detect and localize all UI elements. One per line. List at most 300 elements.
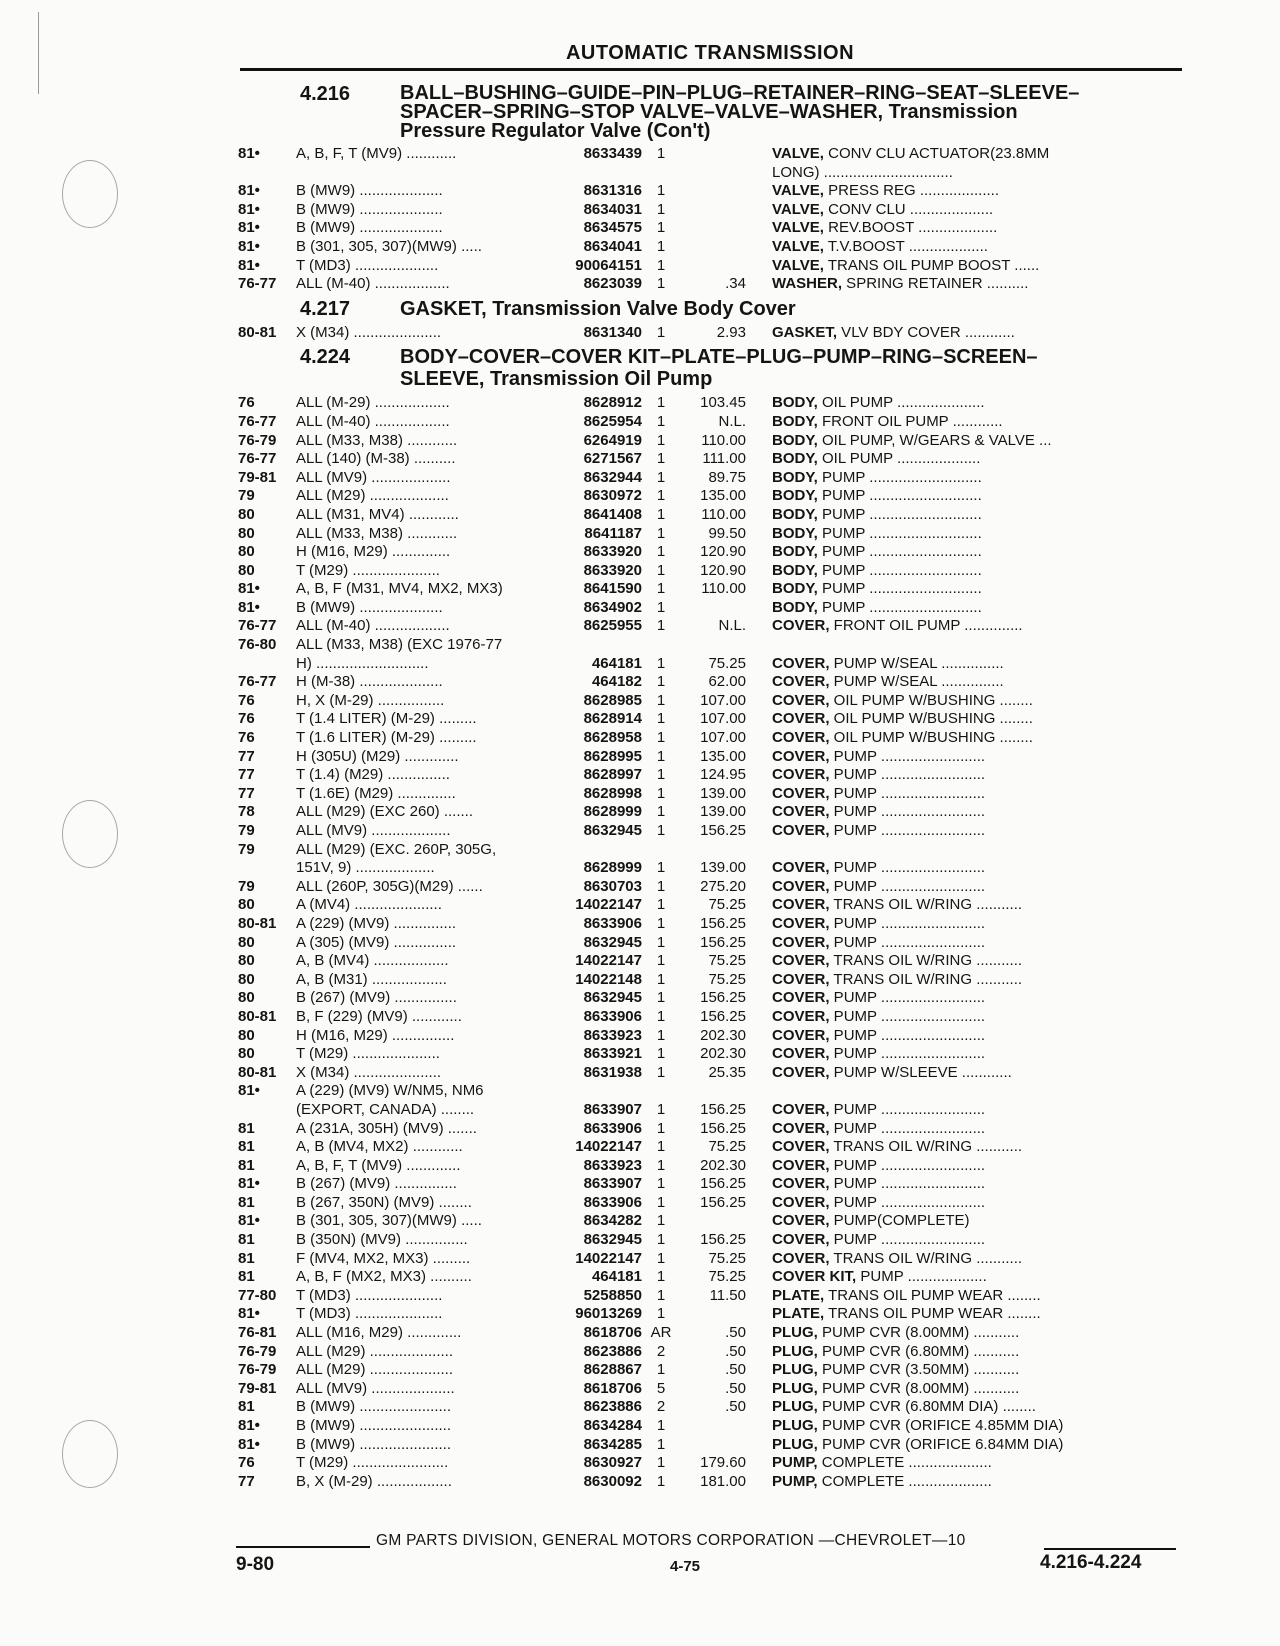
part-number: 8641408 [583,505,642,523]
application: A, B (MV4) .................. [296,952,449,970]
quantity: 1 [656,1063,666,1081]
quantity: 1 [656,412,666,430]
price: N.L. [718,617,746,635]
part-row [238,710,1184,729]
model-year: 80 [238,524,255,542]
description-detail: COMPLETE .................... [817,1472,992,1490]
model-year: 81• [238,1212,260,1230]
part-row [238,1324,1184,1343]
application: B (MW9) .................... [296,182,443,200]
description-detail: PUMP ........................... [817,487,982,505]
part-row [238,1194,1184,1213]
application: ALL (M31, MV4) ............ [296,505,459,523]
section-header [238,298,1184,320]
application: B (301, 305, 307)(MW9) ..... [296,1212,482,1230]
quantity: 1 [656,1175,666,1193]
description-detail: PUMP ......................... [829,803,986,821]
application: T (MD3) ..................... [296,1305,443,1323]
part-number: 8628999 [583,859,642,877]
description-detail: TRANS OIL W/RING ........... [829,952,1023,970]
quantity: 1 [656,896,666,914]
description-noun: COVER, [772,673,830,691]
part-number: 8632945 [583,933,642,951]
description-detail: PUMP ......................... [829,1100,986,1118]
part-number: 14022148 [575,970,642,988]
parts-catalog [238,84,1184,1491]
quantity: 1 [656,450,666,468]
description [746,1101,1206,1120]
part-row [238,1120,1184,1139]
part-row [238,896,1184,915]
part-number: 8631938 [583,1063,642,1081]
description-noun: PLUG, [772,1435,818,1453]
application: T (MD3) ..................... [296,1286,443,1304]
part-number: 464182 [591,673,642,691]
price [680,145,746,164]
section-title-line: Pressure Regulator Valve (Con't) [400,120,711,142]
description [746,1250,1206,1269]
parts-list [238,324,1184,343]
description [746,1231,1206,1250]
model-year: 81 [238,1398,255,1416]
description-detail: REV.BOOST ................... [823,219,998,237]
part-number: 8623039 [583,275,642,293]
part-number: 8630972 [583,487,642,505]
description-noun: BODY, [772,468,818,486]
description [746,413,1206,432]
description [746,766,1206,785]
margin-line [38,12,39,94]
price: 107.00 [700,710,746,728]
quantity: 1 [656,1305,666,1323]
description [746,1324,1206,1343]
price [680,164,746,183]
description-detail: TRANS OIL PUMP BOOST ...... [823,256,1040,274]
description [746,1194,1206,1213]
part-row [238,636,1184,655]
section-header [238,84,1184,141]
model-year: 81• [238,1417,260,1434]
part-row [238,915,1184,934]
section-title-line: BODY–COVER–COVER KIT–PLATE–PLUG–PUMP–RING–SCREEN– [400,346,1038,369]
part-number [554,636,642,655]
description [746,859,1206,878]
price: .34 [725,275,746,293]
price: 156.25 [700,1119,746,1137]
application: H, X (M-29) ................ [296,691,445,709]
application: A (305) (MV9) ............... [296,933,457,951]
model-year: 81 [238,1231,255,1249]
description-noun: COVER, [772,1100,830,1118]
model-year: 77 [238,766,255,784]
model-year [238,655,296,674]
part-number: 8633439 [583,145,642,162]
description-noun: COVER, [772,822,830,839]
price [680,1212,746,1231]
model-year: 80 [238,896,255,914]
binder-hole [62,800,118,868]
description-noun: PLATE, [772,1286,825,1304]
description-detail: FRONT OIL PUMP ............ [817,412,1003,430]
part-row [238,1175,1184,1194]
application: T (1.6 LITER) (M-29) ......... [296,729,477,747]
price: 156.25 [700,1231,746,1249]
parts-list [238,394,1184,1491]
model-year: 81• [238,1175,260,1193]
application: A (231A, 305H) (MV9) ....... [296,1119,477,1137]
description-noun: COVER, [772,1175,830,1193]
quantity: 1 [656,673,666,691]
quantity: 1 [656,803,666,821]
part-row [238,580,1184,599]
quantity: 1 [656,1007,666,1025]
part-number: 8630092 [583,1472,642,1490]
quantity: 1 [656,182,666,200]
quantity: 1 [656,933,666,951]
application: ALL (M29) .................... [296,1361,453,1379]
part-number: 8634284 [583,1417,642,1434]
application: T (M29) ....................... [296,1454,449,1472]
application: ALL (M29) (EXC 260) ....... [296,803,474,821]
description [746,971,1206,990]
price [680,1305,746,1324]
price: .50 [725,1398,746,1416]
description [746,915,1206,934]
description-noun: COVER, [772,1193,830,1211]
quantity: 1 [656,598,666,616]
model-year: 80-81 [238,914,277,932]
model-year: 76-79 [238,1361,277,1379]
part-row [238,506,1184,525]
quantity: 1 [656,784,666,802]
quantity: 1 [656,1100,666,1118]
description [746,1436,1206,1455]
description-detail: T.V.BOOST ................... [823,237,988,255]
price: 156.25 [700,1193,746,1211]
description-detail: TRANS OIL PUMP WEAR ........ [824,1305,1041,1323]
application: B (267, 350N) (MV9) ........ [296,1193,472,1211]
part-row [238,729,1184,748]
part-row [238,841,1184,860]
part-row [238,219,1184,238]
model-year: 80 [238,505,255,523]
description [746,1454,1206,1473]
description-noun: COVER, [772,729,830,747]
part-row [238,692,1184,711]
part-row [238,324,1184,343]
part-number: 8633920 [583,561,642,579]
model-year: 76 [238,394,255,412]
part-number: 8634031 [583,200,642,218]
application: H (M-38) .................... [296,673,443,691]
part-row [238,201,1184,220]
model-year: 81• [238,1305,260,1323]
price: 62.00 [708,673,746,691]
model-year: 76 [238,1454,255,1472]
description-noun: COVER, [772,747,830,765]
application: B (350N) (MV9) ............... [296,1231,468,1249]
description [746,1120,1206,1139]
description-detail: LONG) ............................... [772,163,953,181]
price: 103.45 [700,394,746,412]
description-detail: PUMP ........................... [817,524,982,542]
quantity: 1 [656,256,666,274]
description-detail: PUMP CVR (6.80MM) ........... [817,1342,1020,1360]
application [296,164,554,183]
price: .50 [725,1379,746,1397]
part-number: 8628958 [583,729,642,747]
description [746,562,1206,581]
part-number: 8633923 [583,1156,642,1174]
part-number: 8632944 [583,468,642,486]
part-row [238,1082,1184,1101]
quantity: 1 [656,275,666,293]
part-number: 8632945 [583,1231,642,1249]
description-detail: PUMP ......................... [829,747,986,765]
part-number: 6264919 [583,431,642,449]
description [746,257,1206,276]
quantity: 1 [656,1045,666,1063]
application: X (M34) ..................... [296,1063,442,1081]
application: ALL (M29) (EXC. 260P, 305G, [296,840,497,858]
application: B (MW9) .................... [296,219,443,237]
part-number: 8628914 [583,710,642,728]
model-year: 76-81 [238,1324,277,1342]
description-noun: COVER, [772,784,830,802]
description-noun: BODY, [772,598,818,616]
part-row [238,469,1184,488]
part-row [238,878,1184,897]
price: 156.25 [700,1175,746,1193]
quantity: 1 [656,747,666,765]
description-noun: GASKET, [772,323,838,341]
price: 139.00 [700,803,746,821]
application: ALL (M16, M29) ............. [296,1324,462,1342]
footer-date: 9-80 [236,1554,275,1575]
part-row [238,1398,1184,1417]
description-noun: VALVE, [772,237,824,255]
description-detail: PUMP ......................... [829,1007,986,1025]
part-number: 8628867 [583,1361,642,1379]
part-number: 8628998 [583,784,642,802]
description-detail: TRANS OIL W/RING ........... [829,970,1023,988]
description [746,1398,1206,1417]
application: B (267) (MV9) ............... [296,1175,457,1193]
description-detail: PUMP ........................... [817,543,982,561]
part-number: 8633921 [583,1045,642,1063]
price: 156.25 [700,1100,746,1118]
description [746,450,1206,469]
part-row [238,1157,1184,1176]
description-noun: VALVE, [772,219,824,237]
part-row [238,1454,1184,1473]
part-number: 6271567 [583,450,642,468]
part-number: 8633907 [583,1100,642,1118]
price: 75.25 [708,970,746,988]
part-row [238,748,1184,767]
model-year: 76-77 [238,275,277,293]
description [746,1361,1206,1380]
part-number: 8633906 [583,1193,642,1211]
model-year: 79 [238,822,255,839]
description-detail: PUMP ................... [856,1268,987,1286]
description [746,748,1206,767]
application: H) ........................... [296,654,429,672]
application: ALL (260P, 305G)(M29) ...... [296,877,483,895]
section [238,84,1184,294]
model-year: 81 [238,1156,255,1174]
part-row [238,617,1184,636]
description [746,692,1206,711]
quantity: 1 [656,323,666,341]
quantity: 1 [656,468,666,486]
application: ALL (M-29) .................. [296,394,450,412]
model-year: 81 [238,1268,255,1286]
price: 156.25 [700,933,746,951]
part-number: 14022147 [575,1249,642,1267]
model-year: 80-81 [238,1063,277,1081]
description [746,1045,1206,1064]
model-year [238,1101,296,1120]
quantity: 5 [656,1379,666,1397]
description-detail: PRESS REG ................... [823,182,999,200]
description-noun: BODY, [772,450,818,468]
application: ALL (M-40) .................. [296,617,450,635]
application: T (MD3) .................... [296,256,439,274]
description [746,1417,1206,1436]
description [746,636,1206,655]
description-detail: PUMP ......................... [829,766,986,784]
quantity: 1 [656,200,666,218]
description-noun: COVER, [772,933,830,951]
description-noun: COVER, [772,803,830,821]
description-noun: COVER, [772,1231,830,1249]
description [746,1008,1206,1027]
model-year: 81 [238,1249,255,1267]
quantity [642,164,680,183]
part-row [238,1305,1184,1324]
description [746,145,1206,164]
description-noun: COVER, [772,1156,830,1174]
description [746,182,1206,201]
quantity: 1 [656,1361,666,1379]
description-detail: CONV CLU .................... [823,200,994,218]
application: B (MW9) .................... [296,200,443,218]
part-number: 5258850 [583,1286,642,1304]
model-year [238,164,296,183]
model-year: 76-77 [238,673,277,691]
application: A, B (MV4, MX2) ............ [296,1138,463,1156]
description-detail: PUMP ........................... [817,561,982,579]
description-detail: CONV CLU ACTUATOR(23.8MM [823,145,1050,162]
price: 156.25 [700,989,746,1007]
part-row [238,1343,1184,1362]
model-year: 81 [238,1193,255,1211]
price: 124.95 [700,766,746,784]
description-noun: COVER, [772,877,830,895]
part-number: 8630927 [583,1454,642,1472]
price: 75.25 [708,1268,746,1286]
part-number: 8633906 [583,914,642,932]
model-year: 79 [238,487,255,505]
part-row [238,1417,1184,1436]
part-number: 8632945 [583,989,642,1007]
part-row [238,238,1184,257]
description-noun: BODY, [772,561,818,579]
description-noun: BODY, [772,543,818,561]
description-noun: PUMP, [772,1472,818,1490]
price [680,182,746,201]
quantity: 1 [656,617,666,635]
part-number: 8641590 [583,580,642,598]
price: 75.25 [708,896,746,914]
description-detail: FRONT OIL PUMP .............. [829,617,1023,635]
quantity: 1 [656,710,666,728]
description-detail: PUMP ......................... [829,1193,986,1211]
description [746,934,1206,953]
part-row [238,543,1184,562]
quantity: 1 [656,1212,666,1230]
binder-hole [62,160,118,228]
price: .50 [725,1324,746,1342]
part-number: 8633907 [583,1175,642,1193]
application: H (M16, M29) .............. [296,543,451,561]
description-noun: BODY, [772,505,818,523]
description [746,1380,1206,1399]
description [746,989,1206,1008]
description-noun: COVER, [772,1249,830,1267]
model-year: 80 [238,1026,255,1044]
quantity: 2 [656,1342,666,1360]
description-noun: COVER, [772,654,830,672]
description [746,1473,1206,1492]
part-row [238,525,1184,544]
quantity: 1 [656,394,666,412]
description-detail: PUMP ........................... [817,598,982,616]
price [680,599,746,618]
quantity [642,841,680,860]
part-number: 8628995 [583,747,642,765]
description-noun: PLUG, [772,1342,818,1360]
section-title-line: BALL–BUSHING–GUIDE–PIN–PLUG–RETAINER–RING–SEAT–SLEEVE– [400,82,1080,104]
part-row [238,1250,1184,1269]
price: 135.00 [700,487,746,505]
model-year: 80 [238,561,255,579]
application: ALL (140) (M-38) .......... [296,450,456,468]
description-detail: PUMP CVR (6.80MM DIA) ........ [817,1398,1036,1416]
part-number: 8634041 [583,237,642,255]
model-year: 80 [238,933,255,951]
model-year: 80 [238,543,255,561]
description-noun: PLUG, [772,1417,818,1434]
description [746,469,1206,488]
part-row [238,989,1184,1008]
part-row [238,1380,1184,1399]
section-title [400,298,1184,320]
section-title [400,84,1184,141]
part-number: 8634902 [583,598,642,616]
description-noun: BODY, [772,580,818,598]
quantity: 1 [656,877,666,895]
section-number: 4.224 [300,346,351,369]
quantity: 1 [656,914,666,932]
model-year: 79 [238,840,255,858]
application: B (267) (MV9) ............... [296,989,457,1007]
model-year: 79-81 [238,468,277,486]
part-number: 8618706 [583,1379,642,1397]
quantity: 1 [656,822,666,839]
price: 89.75 [708,468,746,486]
